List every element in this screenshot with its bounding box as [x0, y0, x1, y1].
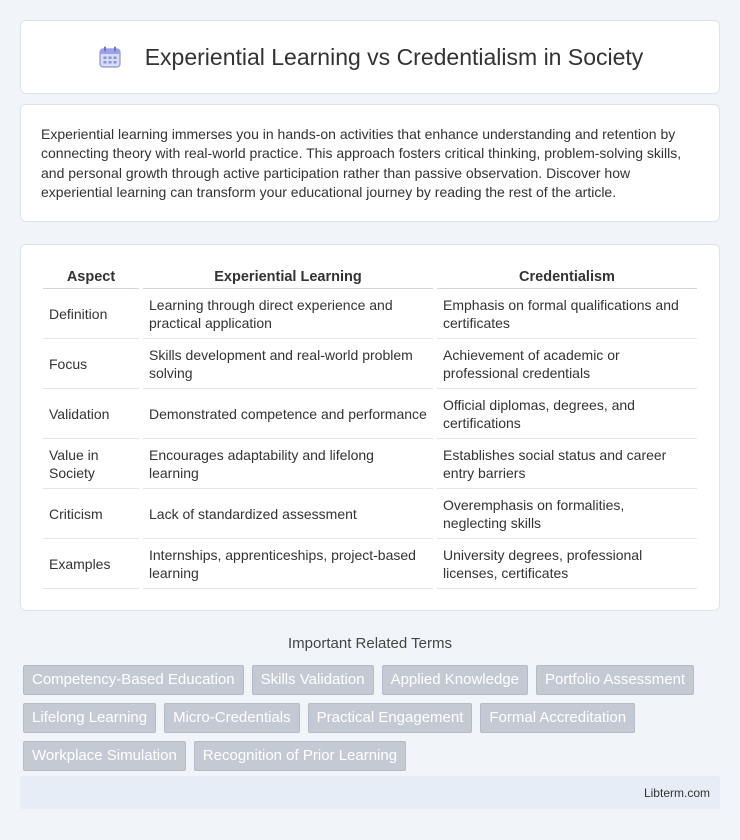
- header-aspect: Aspect: [43, 267, 139, 289]
- intro-text: Experiential learning immerses you in hands-on activities that enhance understanding and retention by connecting theory with real-world practice. This approach fosters critical thinking, problem-solving skills, and personal growth through active participation rather than passive observation. Discover how experiential learning can transform your educational journey by reading the rest of the article.: [41, 126, 682, 201]
- table-row: [43, 489, 697, 539]
- cell-credentialism: Official diplomas, degrees, and certifications: [437, 389, 697, 439]
- cell-aspect: Definition: [43, 289, 139, 339]
- table-row: [43, 439, 697, 489]
- cell-credentialism: Emphasis on formal qualifications and certificates: [437, 289, 697, 339]
- tag-practical-engagement[interactable]: Practical Engagement: [308, 703, 473, 733]
- footer: [20, 776, 720, 809]
- page-title: Experiential Learning vs Credentialism in Society: [144, 43, 644, 70]
- comparison-table-card: [20, 244, 720, 611]
- intro-card: [20, 104, 720, 222]
- related-terms-title: Important Related Terms: [288, 634, 452, 652]
- comparison-table: [39, 267, 701, 589]
- related-terms-tags: [20, 665, 700, 771]
- tag-applied-knowledge[interactable]: Applied Knowledge: [382, 665, 528, 695]
- tag-portfolio-assessment[interactable]: Portfolio Assessment: [536, 665, 694, 695]
- tag-workplace-simulation[interactable]: Workplace Simulation: [23, 741, 186, 771]
- table-row: [43, 289, 697, 339]
- tag-competency-based-education[interactable]: Competency-Based Education: [23, 665, 244, 695]
- tag-micro-credentials[interactable]: Micro-Credentials: [164, 703, 300, 733]
- cell-credentialism: Achievement of academic or professional credentials: [437, 339, 697, 389]
- table-header-row: [43, 267, 697, 289]
- calendar-icon: [97, 44, 123, 70]
- cell-experiential: Lack of standardized assessment: [143, 489, 433, 539]
- cell-experiential: Encourages adaptability and lifelong learning: [143, 439, 433, 489]
- header-credentialism: Credentialism: [437, 267, 697, 289]
- header-experiential: Experiential Learning: [143, 267, 433, 289]
- cell-experiential: Skills development and real-world problem solving: [143, 339, 433, 389]
- table-row: [43, 339, 697, 389]
- cell-experiential: Learning through direct experience and practical application: [143, 289, 433, 339]
- tag-formal-accreditation[interactable]: Formal Accreditation: [480, 703, 635, 733]
- cell-credentialism: University degrees, professional licenses, certificates: [437, 539, 697, 589]
- cell-experiential: Demonstrated competence and performance: [143, 389, 433, 439]
- cell-credentialism: Establishes social status and career entry barriers: [437, 439, 697, 489]
- cell-aspect: Criticism: [43, 489, 139, 539]
- tag-lifelong-learning[interactable]: Lifelong Learning: [23, 703, 156, 733]
- cell-aspect: Focus: [43, 339, 139, 389]
- cell-credentialism: Overemphasis on formalities, neglecting skills: [437, 489, 697, 539]
- cell-experiential: Internships, apprenticeships, project-based learning: [143, 539, 433, 589]
- cell-aspect: Examples: [43, 539, 139, 589]
- cell-aspect: Value in Society: [43, 439, 139, 489]
- table-row: [43, 539, 697, 589]
- cell-aspect: Validation: [43, 389, 139, 439]
- table-row: [43, 389, 697, 439]
- related-terms-section: [20, 635, 720, 771]
- tag-recognition-of-prior-learning[interactable]: Recognition of Prior Learning: [194, 741, 406, 771]
- footer-site-link[interactable]: Libterm.com: [643, 785, 710, 800]
- title-card: [20, 20, 720, 94]
- tag-skills-validation[interactable]: Skills Validation: [252, 665, 374, 695]
